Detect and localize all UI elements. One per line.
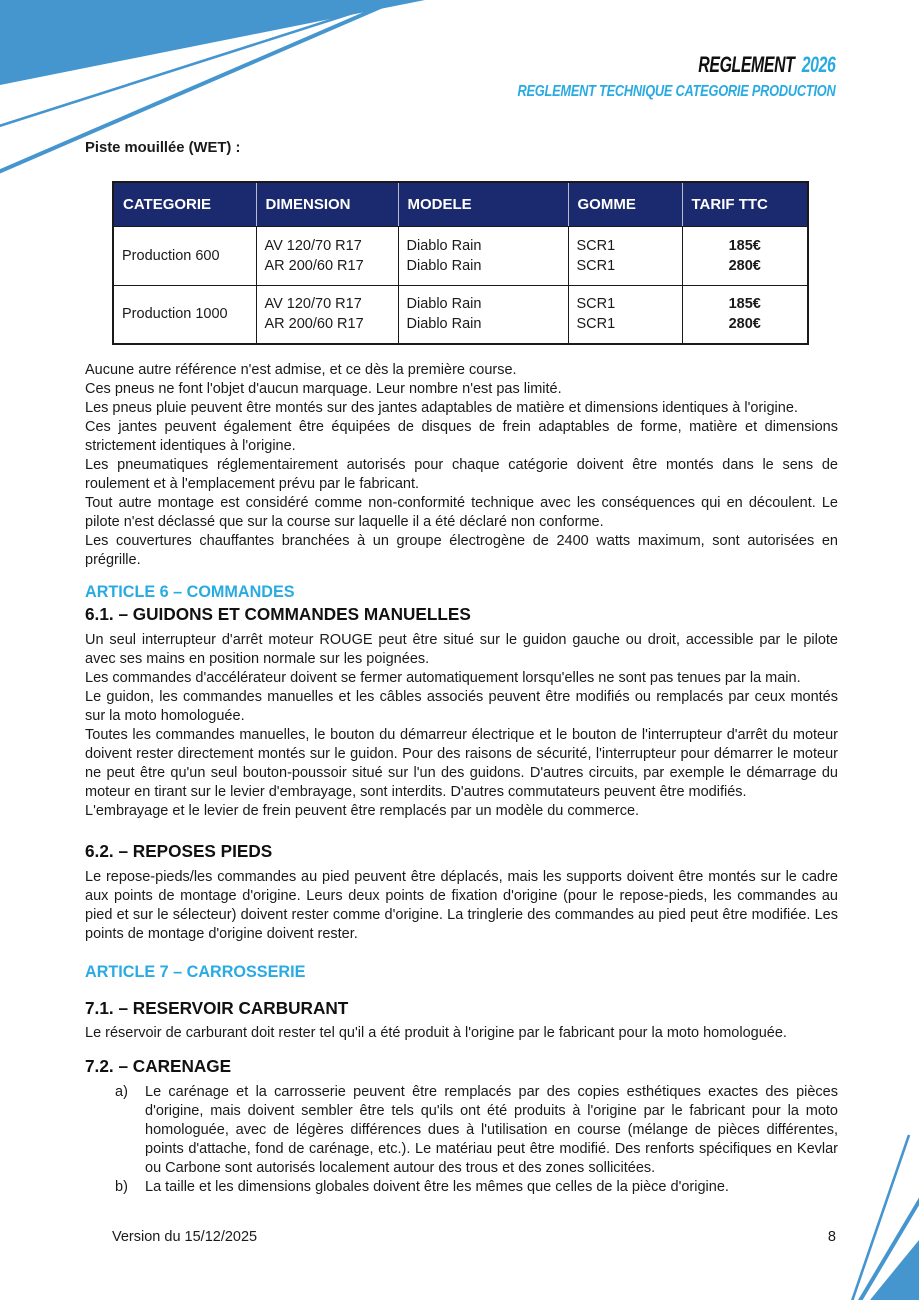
price-front: 185€ <box>728 296 761 313</box>
footer-page-number: 8 <box>827 1229 836 1245</box>
document-title <box>549 52 835 78</box>
paragraph: Le guidon, les commandes manuelles et les câbles associés peuvent être modifiés ou remplacés par ceux montés sur la moto homologuée. <box>85 689 838 725</box>
article-6-heading: ARTICLE 6 – COMMANDES <box>85 583 295 601</box>
section-6-2-heading: 6.2. – REPOSES PIEDS <box>85 841 273 862</box>
table-row <box>113 285 808 344</box>
section-7-2-list <box>85 1083 838 1197</box>
section-6-2-body <box>85 868 838 944</box>
document-subtitle: REGLEMENT TECHNIQUE CATEGORIE PRODUCTION <box>517 83 835 100</box>
column-header-categorie: CATEGORIE <box>113 182 256 226</box>
model-front: Diablo Rain <box>406 237 482 254</box>
stripe-line-thin <box>851 1135 909 1300</box>
dimension-front: AV 120/70 R17 <box>264 296 362 313</box>
tyre-price-table <box>112 181 809 345</box>
wet-track-label: Piste mouillée (WET) : <box>85 140 241 156</box>
stripe-line-thin <box>0 0 406 127</box>
clutch-note-paragraph: L'embrayage et le levier de frein peuvent être remplacés par un modèle du commerce. <box>85 803 640 820</box>
article-7-heading: ARTICLE 7 – CARROSSERIE <box>85 963 306 982</box>
column-header-tarif: TARIF TTC <box>682 182 808 226</box>
list-item <box>85 1178 838 1197</box>
price-front: 185€ <box>728 237 761 254</box>
dimension-cell <box>256 226 398 285</box>
section-7-2-heading: 7.2. – CARENAGE <box>85 1055 232 1076</box>
column-header-dimension: DIMENSION <box>256 182 398 226</box>
compound-cell <box>568 226 682 285</box>
category-cell: Production 1000 <box>113 285 256 344</box>
paragraph: Tout autre montage est considéré comme non-conformité technique avec les conséquences qui en découlent. Le pilote n'est déclassé que sur la course sur laquelle il a été déclaré non conforme. <box>85 495 838 530</box>
footer-version: Version du 15/12/2025 <box>112 1229 258 1245</box>
compound-rear: SCR1 <box>576 257 616 274</box>
list-item-marker: b) <box>115 1179 128 1196</box>
paragraph: Les commandes d'accélérateur doivent se fermer automatiquement lorsqu'elles ne sont pas tenues par la main. <box>85 670 801 687</box>
document-body <box>85 139 838 1197</box>
list-item-text: La taille et les dimensions globales doivent être les mêmes que celles de la pièce d'origine. <box>145 1179 729 1196</box>
dimension-cell <box>256 285 398 344</box>
column-header-modele: MODELE <box>398 182 568 226</box>
model-front: Diablo Rain <box>406 296 482 313</box>
section-6-1-body <box>85 631 838 821</box>
compound-front: SCR1 <box>576 296 616 313</box>
price-cell <box>682 285 808 344</box>
paragraph: Le réservoir de carburant doit rester tel qu'il a été produit à l'origine par le fabricant pour la moto homologuée. <box>85 1024 787 1041</box>
list-item-text: Le carénage et la carrosserie peuvent être remplacés par des copies esthétiques exactes des pièces d'origine, mais doivent sembler être tels qu'ils ont été produits à l'origine par le fabricant pour la moto homologuée, avec de légères différences dues à l'utilisation en course (mélange de pièces différentes, points d'attache, fond de carénage, etc.). Le matériau peut être modifié. Des renforts spécifiques en Kevlar ou Carbone sont autorisés localement autour des trous et des zones sollicitées. <box>145 1084 838 1177</box>
compound-rear: SCR1 <box>576 316 616 333</box>
price-rear: 280€ <box>728 257 761 274</box>
model-cell <box>398 285 568 344</box>
paragraph: Toutes les commandes manuelles, le bouton du démarreur électrique et le bouton de l'interrupteur d'arrêt du moteur doivent rester directement montés sur le guidon. Pour des raisons de sécurité, l'interrupteur pour démarrer le moteur ne peut être qu'un seul bouton-poussoir situé sur l'un des guidons. D'autres circuits, par exemple le démarrage du moteur en tirant sur le levier d'embrayage, sont interdits. D'autres commutateurs peuvent être modifiés. <box>85 727 838 801</box>
section-7-1-heading: 7.1. – RESERVOIR CARBURANT <box>85 997 349 1018</box>
paragraph: Ces jantes peuvent également être équipées de disques de frein adaptables de forme, matière et dimensions strictement identiques à l'origine. <box>85 419 838 454</box>
stripe-triangle <box>0 0 425 85</box>
column-header-gomme: GOMME <box>568 182 682 226</box>
compound-cell <box>568 285 682 344</box>
list-item <box>85 1083 838 1178</box>
table-header-row <box>113 182 808 226</box>
dimension-rear: AR 200/60 R17 <box>264 316 364 333</box>
category-cell: Production 600 <box>113 226 256 285</box>
paragraph: Le repose-pieds/les commandes au pied peuvent être déplacés, mais les supports doivent être montés sur le cadre aux points de montage d'origine. Leurs deux points de fixation d'origine (pour le repose-pieds, les commandes au pied et sur le sélecteur) doivent rester comme d'origine. La tringlerie des commandes au pied peut être modifiée. Les points de montage d'origine doivent rester. <box>85 869 838 943</box>
price-cell <box>682 226 808 285</box>
dimension-front: AV 120/70 R17 <box>264 237 362 254</box>
dimension-rear: AR 200/60 R17 <box>264 257 364 274</box>
model-cell <box>398 226 568 285</box>
paragraph: Les pneus pluie peuvent être montés sur des jantes adaptables de matière et dimensions identiques à l'origine. <box>85 400 798 416</box>
paragraph: Un seul interrupteur d'arrêt moteur ROUGE peut être situé sur le guidon gauche ou droit, accessible par le pilote avec ses mains en position normale sur les poignées. <box>85 632 838 668</box>
stripe-triangle <box>870 1240 919 1300</box>
paragraph: Ces pneus ne font l'objet d'aucun marquage. Leur nombre n'est pas limité. <box>85 381 562 397</box>
section-7-1-body <box>85 1024 838 1043</box>
page-header <box>438 52 836 101</box>
section-6-1-heading: 6.1. – GUIDONS ET COMMANDES MANUELLES <box>85 603 471 624</box>
list-item-marker: a) <box>115 1084 128 1101</box>
compound-front: SCR1 <box>576 237 616 254</box>
paragraph: Les pneumatiques réglementairement autorisés pour chaque catégorie doivent être montés dans le sens de roulement et à l'emplacement prévu par le fabricant. <box>85 457 838 492</box>
model-rear: Diablo Rain <box>406 316 482 333</box>
model-rear: Diablo Rain <box>406 257 482 274</box>
price-rear: 280€ <box>728 316 761 333</box>
paragraph: Aucune autre référence n'est admise, et ce dès la première course. <box>85 362 517 378</box>
table-row <box>113 226 808 285</box>
stripe-line-thick <box>858 1198 919 1300</box>
document-title-text: REGLEMENT <box>697 52 794 77</box>
paragraph: Les couvertures chauffantes branchées à un groupe électrogène de 2400 watts maximum, sont autorisées en prégrille. <box>85 533 838 568</box>
tyre-notes <box>85 361 838 570</box>
document-year: 2026 <box>801 52 835 77</box>
